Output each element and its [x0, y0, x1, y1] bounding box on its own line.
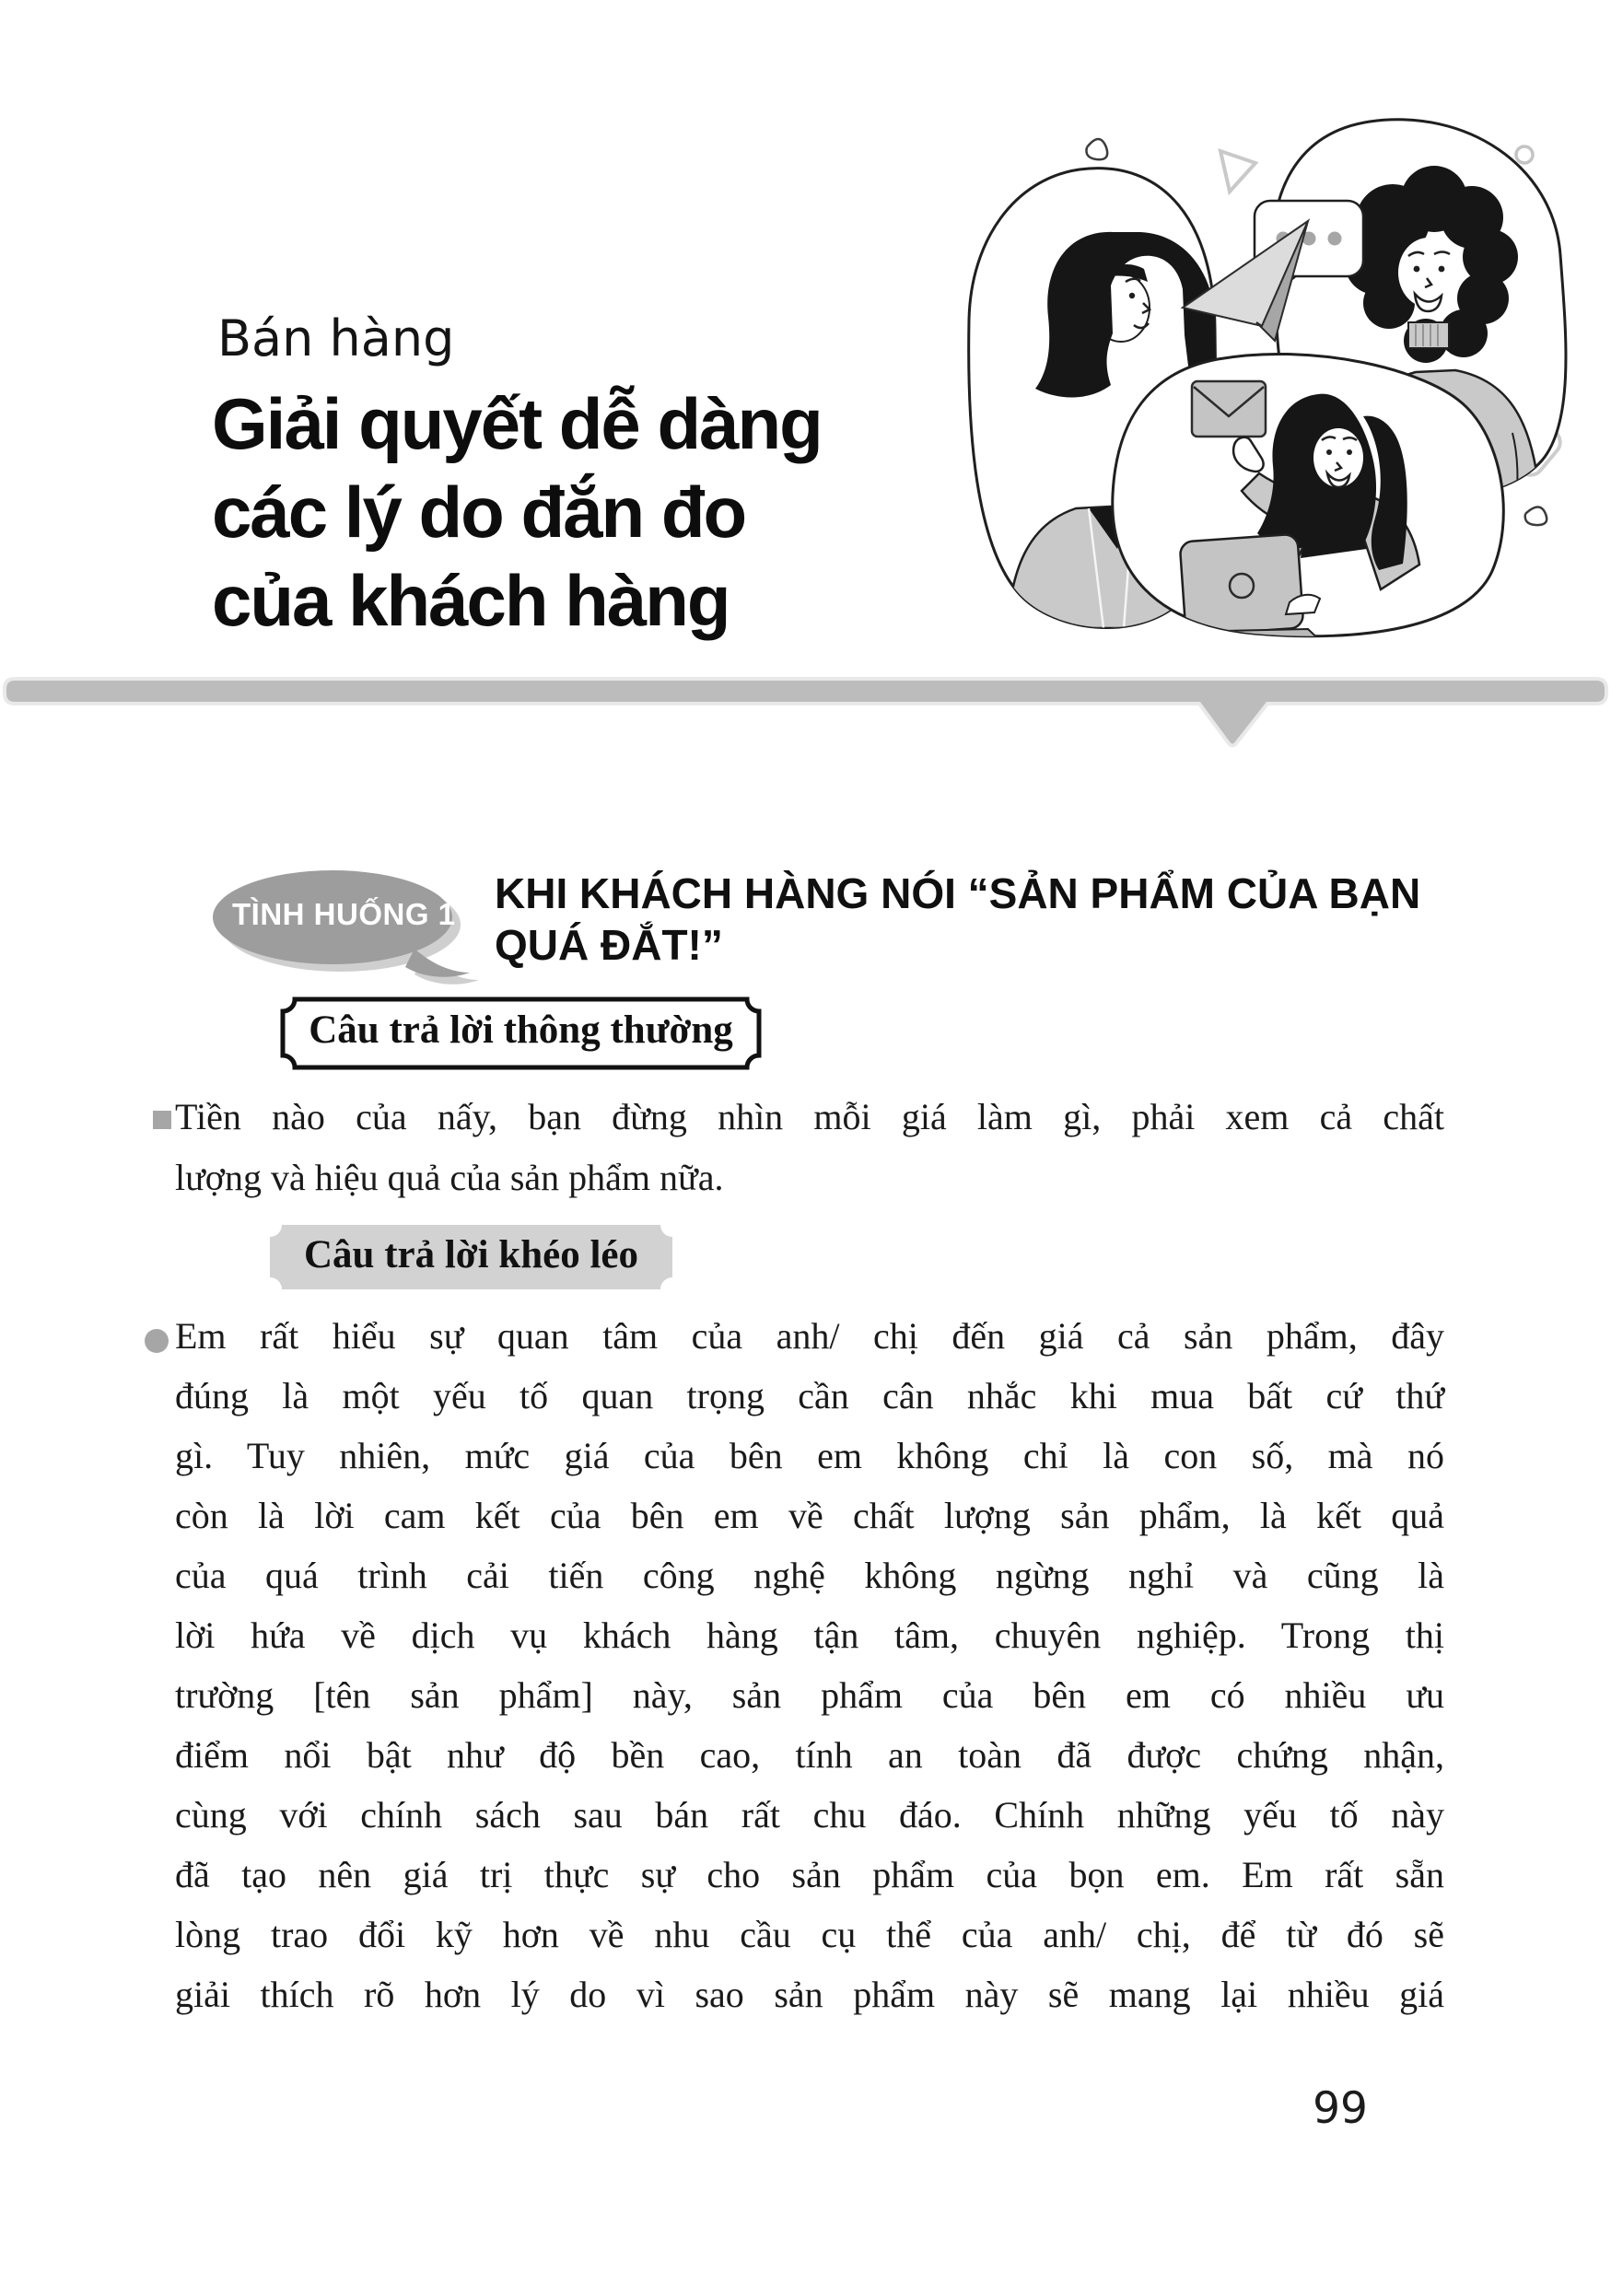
situation-heading [495, 868, 1425, 971]
text-line: cùng với chính sách sau bán rất chu đáo. Chính những yếu tố này [175, 1794, 1444, 1836]
text-line: Em rất hiểu sự quan tâm của anh/ chị đến giá cả sản phẩm, đây [175, 1315, 1444, 1357]
common-answer-label: Câu trả lời thông thường [309, 1008, 733, 1052]
text-line: lượng và hiệu quả của sản phẩm nữa. [175, 1157, 724, 1198]
situation-badge [210, 868, 486, 996]
text-line: đã tạo nên giá trị thực sự cho sản phẩm của bọn em. Em rất sẵn [175, 1854, 1444, 1895]
page-number: 99 [1313, 2083, 1368, 2134]
page-title-line: của khách hàng [212, 560, 730, 641]
text-line: còn là lời cam kết của bên em về chất lượng sản phẩm, là kết quả [175, 1495, 1444, 1536]
skillful-answer-text [175, 1306, 1444, 2024]
text-line: đúng là một yếu tố quan trọng cần cân nhắc khi mua bất cứ thứ [175, 1375, 1444, 1416]
common-answer-text [175, 1087, 1444, 1208]
chapter-kicker: Bán hàng [217, 309, 455, 367]
text-line: trường [tên sản phẩm] này, sản phẩm của bên em có nhiều ưu [175, 1674, 1444, 1716]
text-line: lời hứa về dịch vụ khách hàng tận tâm, chuyên nghiệp. Trong thị [175, 1614, 1444, 1656]
text-line: lòng trao đổi kỹ hơn về nhu cầu cụ thể của anh/ chị, để từ đó sẽ [175, 1914, 1444, 1955]
situation-heading-line: KHI KHÁCH HÀNG NÓI “SẢN PHẨM CỦA BẠN [495, 869, 1421, 917]
page-title-line: các lý do đắn đo [212, 472, 746, 553]
square-bullet-icon [153, 1111, 171, 1129]
text-line: gì. Tuy nhiên, mức giá của bên em không chỉ là con số, mà nó [175, 1435, 1444, 1476]
page-title [212, 379, 822, 645]
section-divider [0, 672, 1611, 755]
women-chatting-illustration [951, 112, 1573, 650]
bottom-chat-bubble [1113, 354, 1504, 645]
text-line: của quá trình cải tiến công nghệ không ngừng nghỉ và cũng là [175, 1555, 1444, 1596]
situation-badge-label: TÌNH HUỐNG 1 [232, 897, 456, 931]
situation-heading-line: QUÁ ĐẮT!” [495, 921, 723, 969]
envelope-icon [1192, 381, 1266, 437]
page-title-line: Giải quyết dễ dàng [212, 383, 822, 464]
text-line: Tiền nào của nấy, bạn đừng nhìn mỗi giá làm gì, phải xem cả chất [175, 1096, 1444, 1137]
circle-bullet-icon [145, 1329, 169, 1353]
text-line: điểm nổi bật như độ bền cao, tính an toàn đã được chứng nhận, [175, 1734, 1444, 1776]
skillful-answer-label: Câu trả lời khéo léo [303, 1233, 639, 1276]
text-line: giải thích rõ hơn lý do vì sao sản phẩm này sẽ mang lại nhiều giá [175, 1974, 1444, 2015]
